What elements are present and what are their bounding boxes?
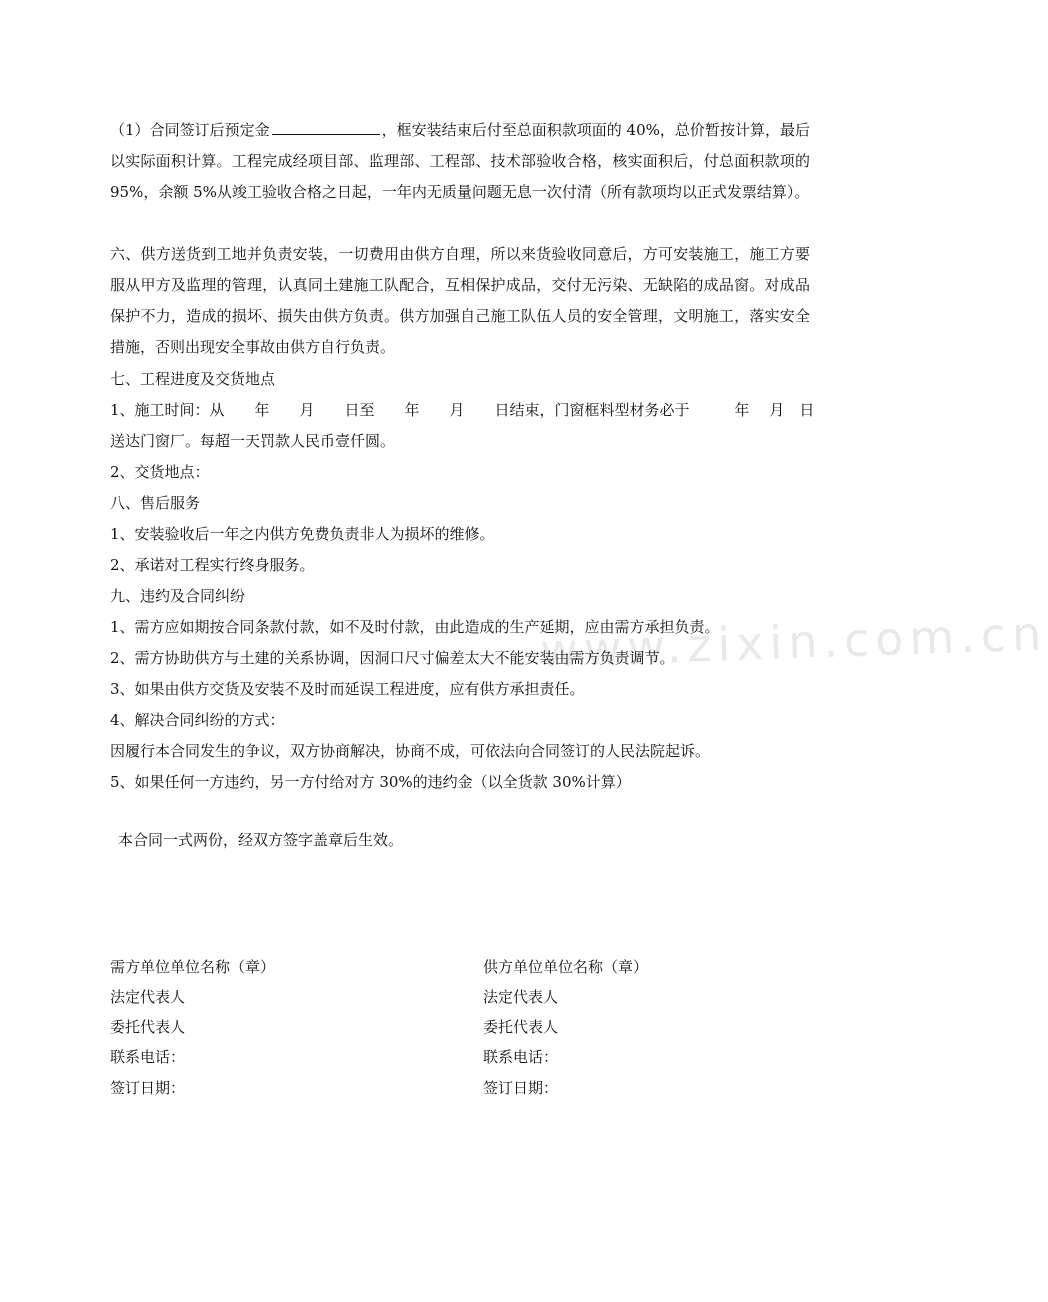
breach-item-5: 5、如果任何一方违约，另一方付给对方 30%的违约金（以全货款 30%计算） [110, 773, 631, 791]
buyer-phone: 联系电话： [110, 1048, 186, 1066]
seller-phone: 联系电话： [483, 1048, 559, 1066]
breach-item-3: 3、如果由供方交货及安装不及时而延误工程进度，应有供方承担责任。 [110, 680, 585, 698]
section-8-title: 八、售后服务 [110, 494, 201, 512]
section-7-title: 七、工程进度及交货地点 [110, 370, 276, 388]
section-9-title: 九、违约及合同纠纷 [110, 587, 246, 605]
buyer-unit: 需方单位单位名称（章） [110, 958, 276, 976]
payment-rest: ，框安装结束后付至总面积款项面的 40%，总价暂按计算，最后以实际面积计算。工程完成经项目部、监理部、工程部、技术部验收合格，核实面积后，付总面积款项的 95%，余额 5%从竣工验收合格之日起，一年内无质量问题无息一次付清（所有款项均以正式发票结算）。 [110, 121, 810, 201]
buyer-legal-rep: 法定代表人 [110, 988, 186, 1006]
watermark: www.zixin.com.cn [539, 606, 1048, 678]
delivery-location: 2、交货地点： [110, 463, 210, 481]
after-sales-item-1: 1、安装验收后一年之内供方免费负责非人为损坏的维修。 [110, 525, 495, 543]
breach-item-4: 4、解决合同纠纷的方式： [110, 711, 285, 729]
seller-agent: 委托代表人 [483, 1018, 559, 1036]
construction-time-line1: 1、施工时间：从 年 月 日至 年 月 日结束，门窗框料型材务必于 年 月 日 [110, 401, 815, 419]
deposit-blank [272, 120, 380, 135]
payment-clause [110, 115, 810, 208]
construction-time-line2: 送达门窗厂。每超一天罚款人民币壹仟圆。 [110, 432, 396, 450]
closing-statement: 本合同一式两份，经双方签字盖章后生效。 [118, 831, 404, 849]
buyer-date: 签订日期： [110, 1079, 186, 1097]
breach-item-1: 1、需方应如期按合同条款付款，如不及时付款，由此造成的生产延期，应由需方承担负责。 [110, 618, 720, 636]
seller-unit: 供方单位单位名称（章） [483, 958, 649, 976]
breach-item-2: 2、需方协助供方与土建的关系协调，因洞口尺寸偏差太大不能安装由需方负责调节。 [110, 649, 675, 667]
section-6-paragraph: 六、供方送货到工地并负责安装，一切费用由供方自理，所以来货验收同意后，方可安装施工，施工方要服从甲方及监理的管理，认真同土建施工队配合，互相保护成品，交付无污染、无缺陷的成品窗。对成品保护不力，造成的损坏、损失由供方负责。供方加强自己施工队伍人员的安全管理，文明施工，落实安全措施，否则出现安全事故由供方自行负责。 [110, 245, 810, 356]
seller-date: 签订日期： [483, 1079, 559, 1097]
buyer-agent: 委托代表人 [110, 1018, 186, 1036]
seller-legal-rep: 法定代表人 [483, 988, 559, 1006]
after-sales-item-2: 2、承诺对工程实行终身服务。 [110, 556, 315, 574]
payment-prefix: （1）合同签订后预定金 [110, 121, 270, 139]
breach-item-4-detail: 因履行本合同发生的争议，双方协商解决，协商不成，可依法向合同签订的人民法院起诉。 [110, 742, 711, 760]
